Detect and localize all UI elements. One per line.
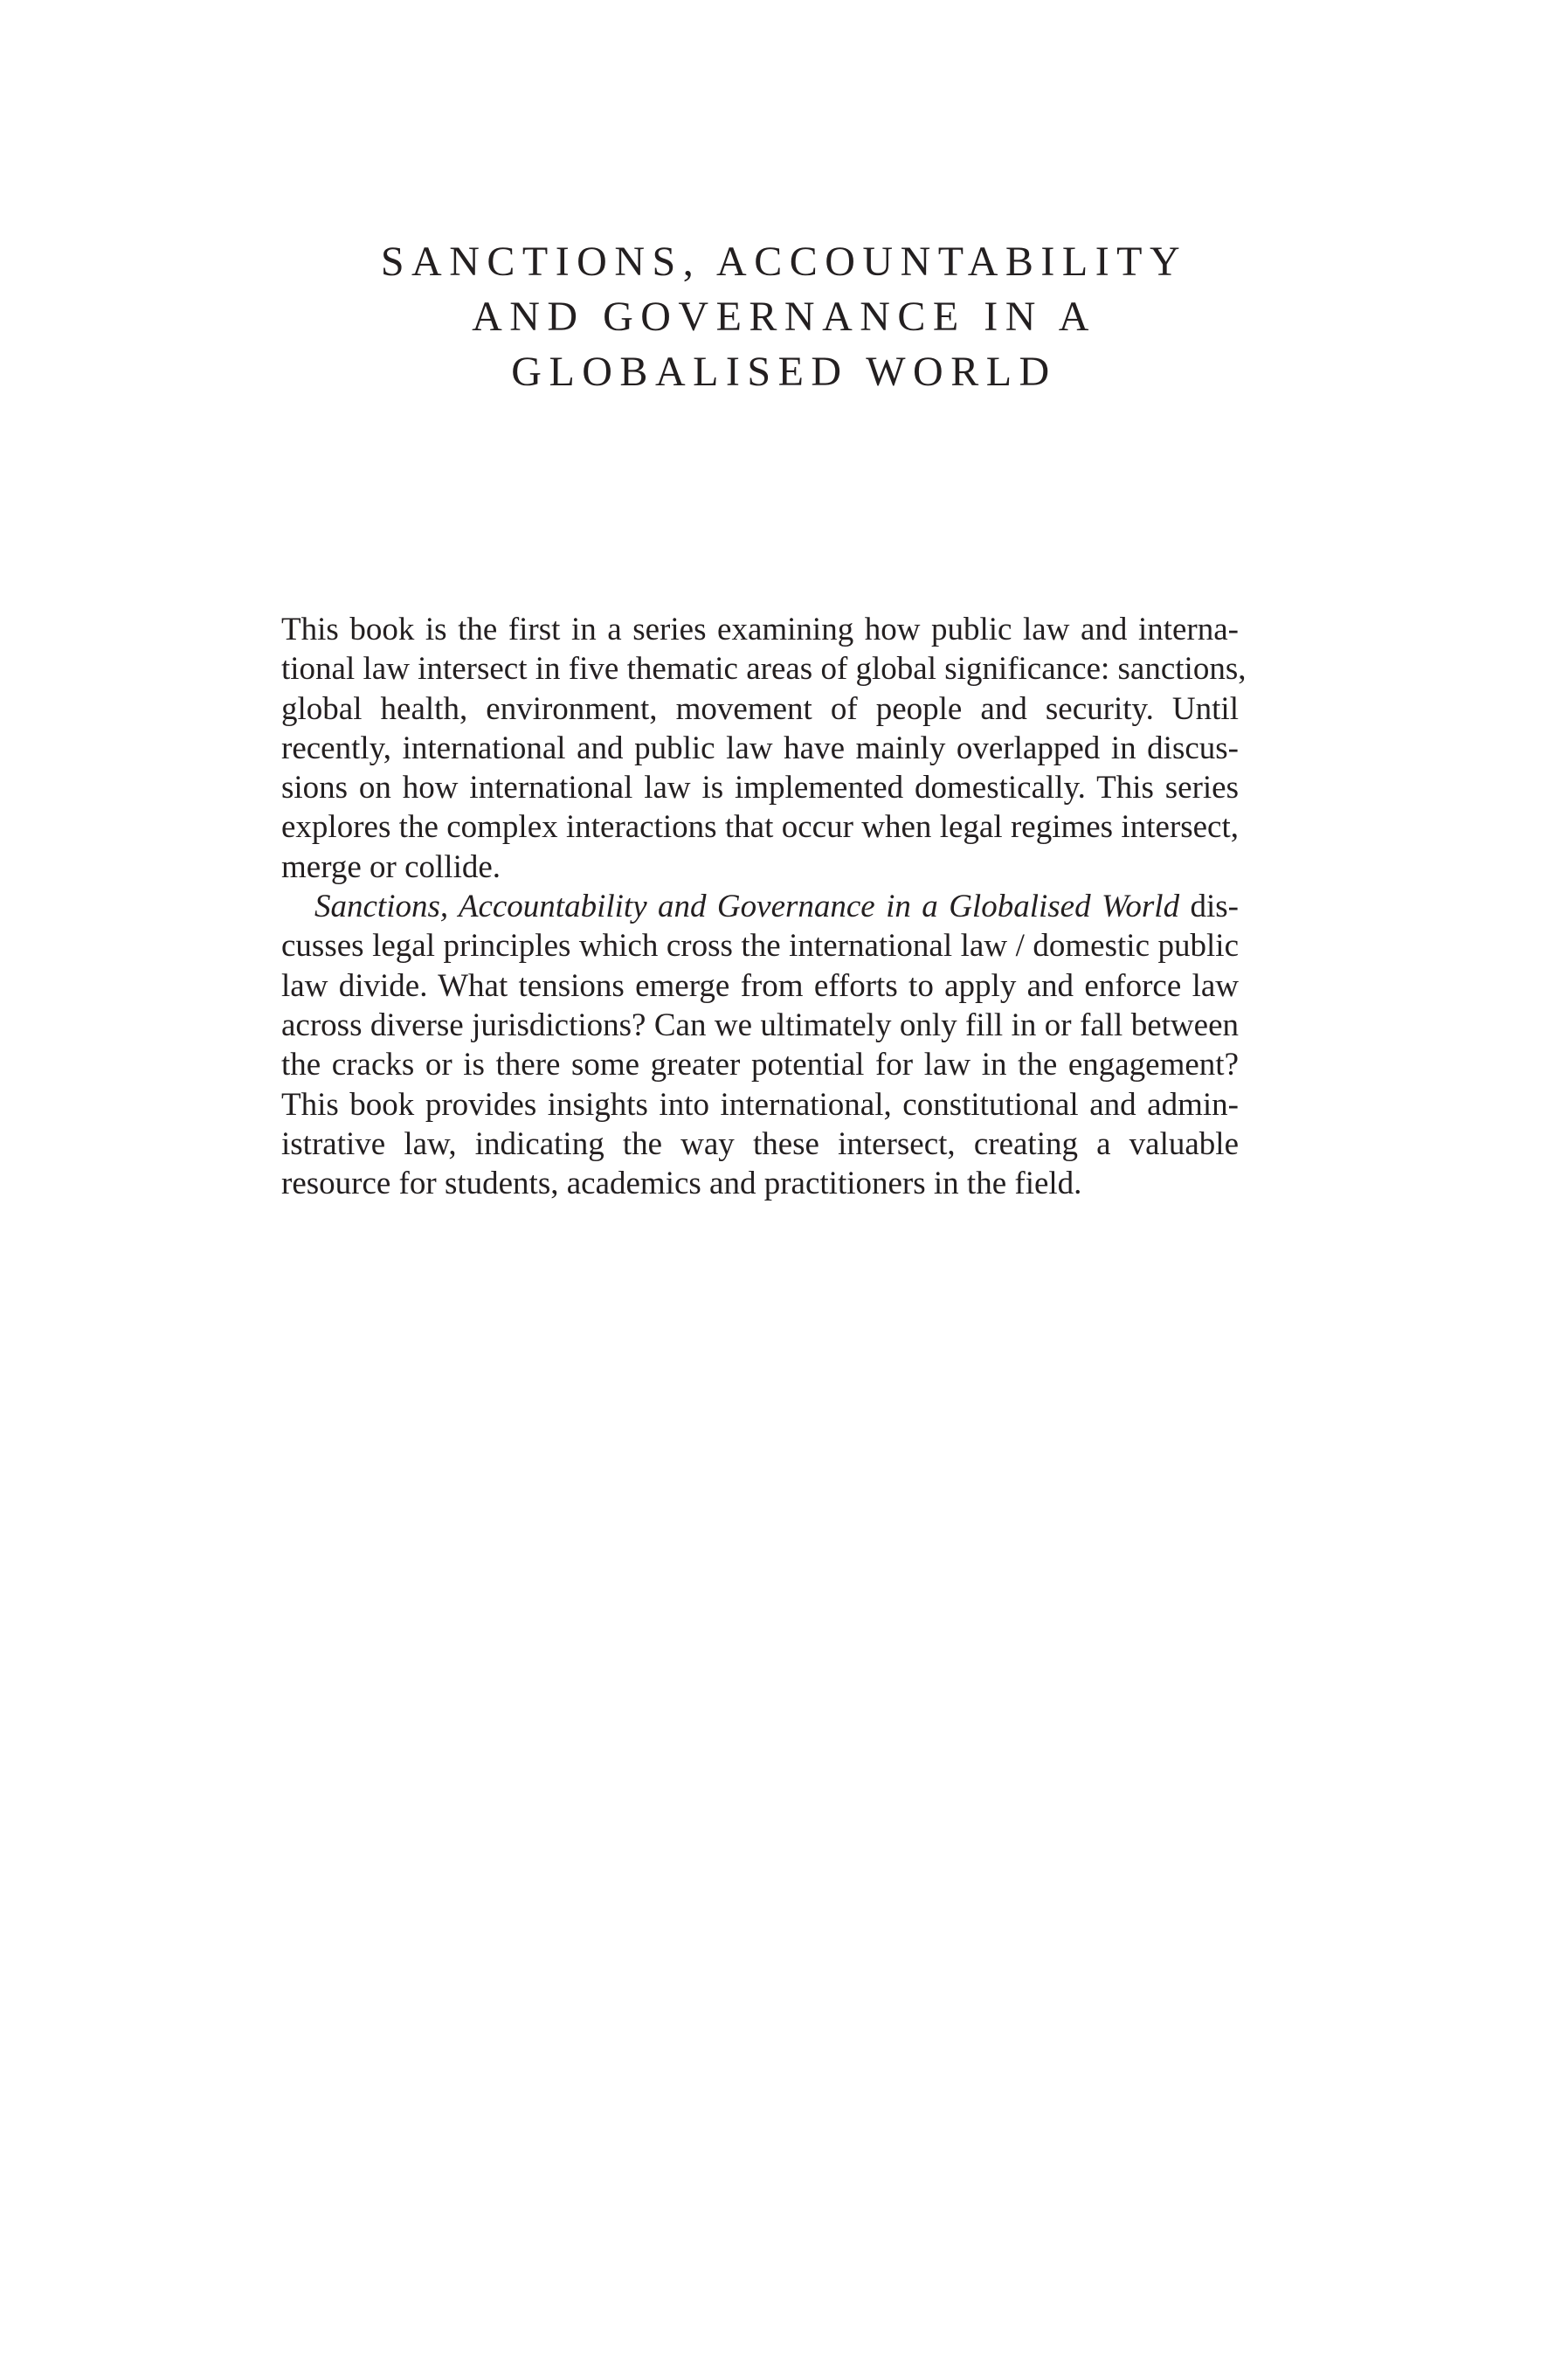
text-line: global health, environment, movement of people and security. Until bbox=[281, 690, 1239, 727]
text-line: sions on how international law is implemented domestically. This series bbox=[281, 770, 1239, 806]
text-line: across diverse jurisdictions? Can we ultimately only fill in or fall between bbox=[281, 1007, 1239, 1043]
text-line bbox=[281, 887, 1239, 926]
book-title-italic: Sanctions, Accountability and Governance in a Globalised World bbox=[314, 889, 1180, 925]
book-description bbox=[281, 610, 1247, 1203]
text-line: merge or collide. bbox=[281, 848, 501, 885]
text-line: This book is the first in a series examining how public law and interna- bbox=[281, 612, 1239, 647]
text-line: law divide. What tensions emerge from efforts to apply and enforce law bbox=[281, 967, 1239, 1004]
text-line: the cracks or is there some greater potential for law in the engagement? bbox=[281, 1047, 1239, 1083]
description-paragraph-2 bbox=[281, 887, 1239, 1203]
title-line: AND GOVERNANCE IN A bbox=[472, 294, 1096, 340]
text-line: tional law intersect in five thematic areas of global significance: sanctions, bbox=[281, 651, 1247, 688]
book-title bbox=[0, 234, 1568, 399]
title-line: GLOBALISED WORLD bbox=[511, 349, 1057, 395]
title-line: SANCTIONS, ACCOUNTABILITY bbox=[380, 239, 1188, 285]
text-line: istrative law, indicating the way these intersect, creating a valuable bbox=[281, 1125, 1239, 1162]
text-line: recently, international and public law have mainly overlapped in discus- bbox=[281, 730, 1239, 766]
text-fragment: dis- bbox=[1179, 889, 1239, 925]
text-line: cusses legal principles which cross the international law / domestic public bbox=[281, 928, 1239, 965]
text-line: resource for students, academics and practitioners in the field. bbox=[281, 1166, 1082, 1202]
description-paragraph-1 bbox=[281, 610, 1247, 887]
text-line: This book provides insights into international, constitutional and admin- bbox=[281, 1086, 1239, 1123]
text-line: explores the complex interactions that occur when legal regimes intersect, bbox=[281, 809, 1239, 846]
